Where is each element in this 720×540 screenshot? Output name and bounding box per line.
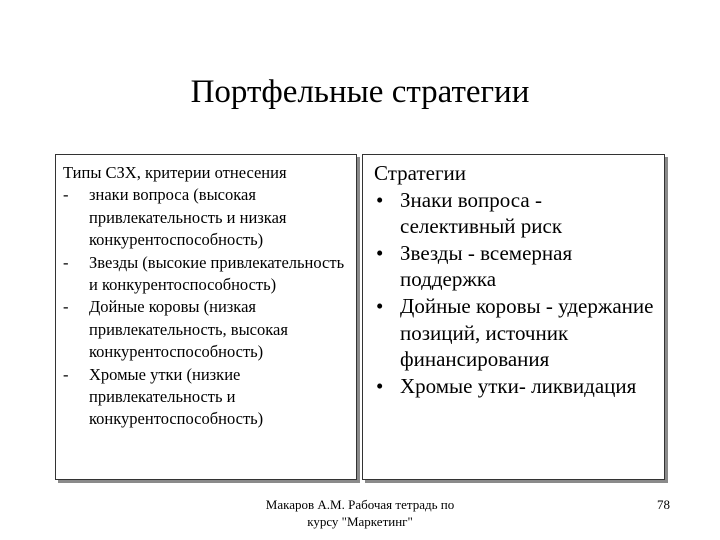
list-item bbox=[63, 184, 350, 251]
list-item-text: Хромые утки (низкие привлекательность и конкурентоспособность) bbox=[89, 364, 264, 429]
sbu-types-heading: Типы СЗХ, критерии отнесения bbox=[63, 163, 287, 182]
list-item bbox=[374, 187, 660, 240]
list-item-text: Звезды (высокие привлекательность и конкурентоспособность) bbox=[89, 252, 345, 295]
list-item-text: Звезды - всемерная поддержка bbox=[400, 240, 573, 292]
list-item-text: Дойные коровы (низкая привлекательность, высокая конкурентоспособность) bbox=[89, 297, 288, 362]
list-item-text: Дойные коровы - удержание позиций, источник финансирования bbox=[400, 293, 654, 372]
sbu-types-list bbox=[63, 184, 350, 430]
list-item bbox=[63, 364, 350, 431]
dash-marker: - bbox=[63, 185, 69, 205]
bullet-marker: • bbox=[376, 373, 384, 398]
footer-line: курсу "Маркетинг" bbox=[307, 514, 413, 529]
list-item bbox=[374, 240, 660, 293]
bullet-marker: • bbox=[376, 187, 384, 212]
list-item-text: знаки вопроса (высокая привлекательность и низкая конкурентоспособность) bbox=[89, 185, 287, 250]
footer-credit bbox=[230, 496, 490, 530]
dash-marker: - bbox=[63, 364, 69, 384]
page-number: 78 bbox=[657, 497, 670, 512]
strategies-list bbox=[374, 187, 660, 400]
list-item bbox=[63, 252, 350, 297]
footer-line: Макаров А.М. Рабочая тетрадь по bbox=[265, 497, 455, 512]
bullet-marker: • bbox=[376, 293, 384, 318]
list-item bbox=[63, 296, 350, 363]
dash-marker: - bbox=[63, 297, 69, 317]
strategies-heading: Стратегии bbox=[374, 161, 467, 185]
list-item bbox=[374, 373, 660, 400]
list-item-text: Хромые утки- ликвидация bbox=[400, 373, 637, 398]
list-item-text: Знаки вопроса - селективный риск bbox=[400, 187, 563, 239]
bullet-marker: • bbox=[376, 240, 384, 265]
strategies-box bbox=[362, 154, 665, 480]
sbu-types-box bbox=[55, 154, 357, 480]
list-item bbox=[374, 293, 660, 373]
dash-marker: - bbox=[63, 252, 69, 272]
slide-title: Портфельные стратегии bbox=[190, 74, 530, 110]
